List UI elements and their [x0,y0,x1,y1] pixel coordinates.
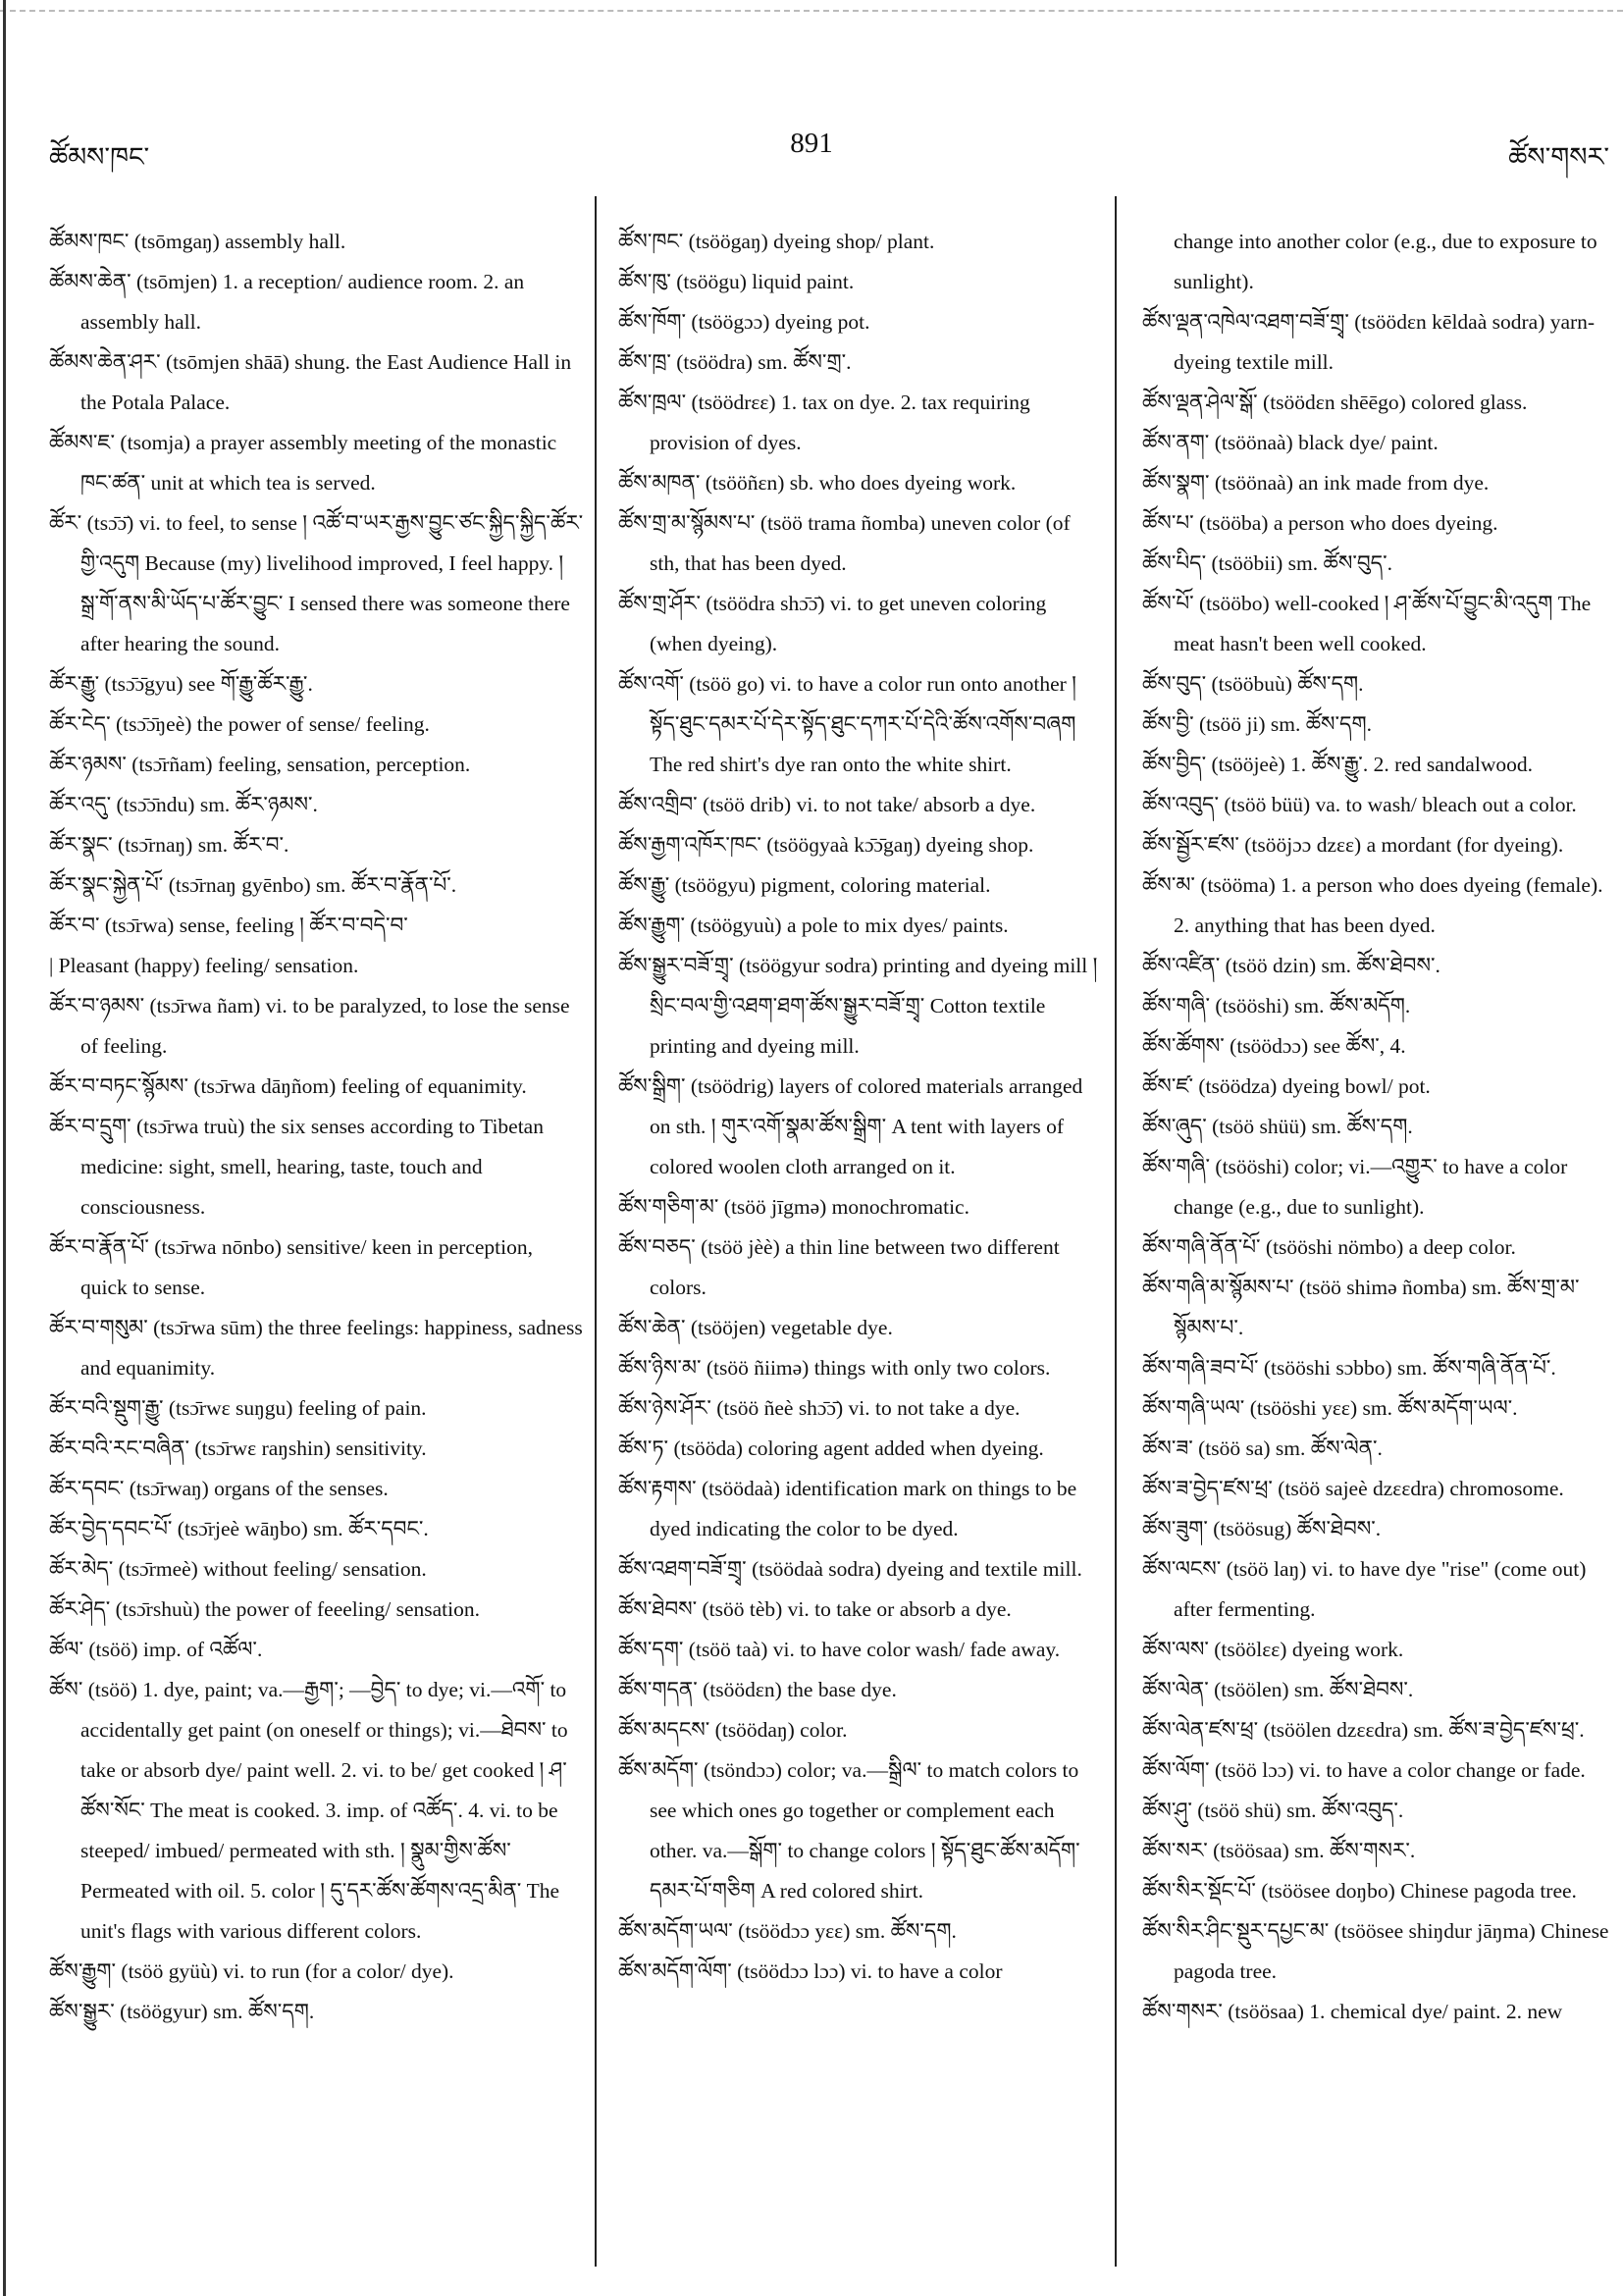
dictionary-entry: ཚོས་ཁྲ་ (tsöödra) sm. ཚོས་གྲ་. [618,350,852,374]
dictionary-entry: ཚོམས་ཆེན་ (tsōmjen) 1. a reception/ audience room. 2. an assembly hall. [49,270,525,334]
dictionary-entry: ཚོས་ལངས་ (tsöö laŋ) vi. to have dye "rise" (come out) after fermenting. [1142,1557,1587,1621]
dictionary-entry: ཚོར་བའི་རང་བཞིན་ (tsɔ̄rwɛ raŋshin) sensitivity. [49,1436,427,1460]
dictionary-entry: ཚོས་བྱི་ (tsöö ji) sm. ཚོས་དག. [1142,712,1372,736]
dictionary-entry: ཚོས་འགྲིབ་ (tsöö drib) vi. to not take/ absorb a dye. [618,793,1036,816]
dictionary-entry: ཚོས་སྒྱུར་ (tsöögyur) sm. ཚོས་དག. [49,2000,315,2023]
dictionary-entry: ཚོས་རྒྱུ་ (tsöögyu) pigment, coloring material. [618,873,991,897]
dictionary-entry: ཚོམས་ཁང་ (tsōmgaŋ) assembly hall. [49,230,346,253]
dictionary-entry: ཚོས་གཞི་ (tsööshi) color; vi.—འགྱུར་ to have a color change (e.g., due to sunlight). [1142,1155,1568,1219]
dictionary-entry: ཚོས་སྦྱོར་ཛས་ (tsööjɔɔ dzɛɛ) a mordant (for dyeing). [1142,833,1564,857]
dictionary-entry: ཚོས་པ་ (tsööba) a person who does dyeing. [1142,511,1498,535]
dictionary-entry: ཚོས་སྒྱུར་བཟོ་གྲྭ་ (tsöögyur sodra) printing and dyeing mill ། སྲིང་བལ་གྱི་འཐག་ཐག་ཚོས་སྒྱུར་བཟོ་གྲྭ་ Cotton textile printing and dyeing mill. [618,954,1098,1058]
dictionary-entry: ཚོར་སྣང་སྐྱེན་པོ་ (tsɔ̄rnaŋ gyēnbo) sm. ཚོར་བ་རྣོན་པོ་. [49,873,457,897]
column-1 [49,222,584,2032]
dictionary-entry: ཚོས་ཞུད་ (tsöö shüü) sm. ཚོས་དག. [1142,1115,1413,1138]
dictionary-entry: ཚོར་བ་བཏང་སྙོམས་ (tsɔ̄rwa dāŋñom) feeling of equanimity. [49,1074,527,1098]
dictionary-entry: ཚོས་ཟུག་ (tsöösug) ཚོས་ཐེབས་. [1142,1517,1382,1540]
dictionary-entry: ཚོས་གྲ་མ་སྙོམས་པ་ (tsöö trama ñomba) uneven color (of sth, that has been dyed. [618,511,1071,575]
dictionary-entry: change into another color (e.g., due to exposure to sunlight). [1174,230,1597,293]
dictionary-entry: ཚོར་ངེད་ (tsɔ̄ɔ̄ŋeè) the power of sense/ feeling. [49,712,430,736]
dictionary-entry: ཚོས་ (tsöö) 1. dye, paint; va.—རྒྱག་; —བྱེད་ to dye; vi.—འགོ་ to accidentally get paint (on oneself or things); vi.—ཐེབས་ to take or absorb dye/ paint well. 2. vi. to be/ get cooked ། ཤ་ཚོས་སོང་ The meat is cooked. 3. imp. of འཚོད་. 4. vi. to be steeped/ imbued/ permeated with sth. ། སྣུམ་གྱིས་ཚོས་ Permeated with oil. 5. color ། དུ་དར་ཚོས་ཚོགས་འདྲ་མིན་ The unit's flags with various different colors. [49,1678,568,1943]
dictionary-entry: ཚོར་སྣང་ (tsɔ̄rnaŋ) sm. ཚོར་བ་. [49,833,289,857]
dictionary-entry: ཚོས་གསར་ (tsöösaa) 1. chemical dye/ paint. 2. new [1142,2000,1563,2023]
dictionary-entry: ཚོས་བྱིད་ (tsööjeè) 1. ཚོས་རྒྱུ་. 2. red sandalwood. [1142,753,1533,776]
page-number: 891 [790,128,833,159]
dictionary-entry: ཚོས་ཛ་ (tsöödza) dyeing bowl/ pot. [1142,1074,1431,1098]
dictionary-entry: ཚོར་བ་ (tsɔ̄rwa) sense, feeling ། ཚོར་བ་བདེ་བ་ [49,913,408,937]
left-guide-word: ཚོམས་ཁང་ [49,142,150,172]
dictionary-entry: ཚོར་བ་དྲུག་ (tsɔ̄rwa truù) the six senses according to Tibetan medicine: sight, smell, hearing, taste, touch and consciousness. [49,1115,544,1219]
dictionary-entry: ཚོས་གཞི་ཟབ་པོ་ (tsööshi sɔbbo) sm. ཚོས་གཞི་ནོན་པོ་. [1142,1356,1556,1380]
dictionary-entry: ཚོར་ཤེད་ (tsɔ̄rshuù) the power of feeeling/ sensation. [49,1597,480,1621]
dictionary-entry: ཚོས་པོ་ (tsööbo) well-cooked ། ཤ་ཚོས་པོ་བྱུང་མི་འདུག The meat hasn't been well cooked. [1142,592,1592,655]
dictionary-entry: ཚོས་གྲ་ཤོར་ (tsöödra shɔ̄ɔ̄) vi. to get uneven coloring (when dyeing). [618,592,1047,655]
dictionary-entry: ཚོས་ཁང་ (tsöögaŋ) dyeing shop/ plant. [618,230,935,253]
dictionary-entry: ཚོས་རྒྱུག་ (tsöögyuù) a pole to mix dyes/ paints. [618,913,1009,937]
dictionary-entry: ཚོས་གཅིག་མ་ (tsöö jīgmə) monochromatic. [618,1195,969,1219]
column-3 [1142,222,1623,2032]
dictionary-entry: ཚོས་འགོ་ (tsöö go) vi. to have a color run onto another ། སྟོད་ཐུང་དམར་པོ་དེར་སྟོད་ཐུང་དཀར་པོ་དེའི་ཚོས་འགོས་བཞག The red shirt's dye ran onto the white shirt. [618,672,1076,776]
column-2 [618,222,1099,1992]
top-border-line [0,10,1623,12]
dictionary-entry: ཚོས་ཟ་ (tsöö sa) sm. ཚོས་ལེན་. [1142,1436,1383,1460]
dictionary-entry: ཚོར་ (tsɔ̄ɔ̄) vi. to feel, to sense ། འཚོ་བ་ཡར་རྒྱས་བྱུང་ཙང་སྐྱིད་སྐྱིད་ཚོར་གྱི་འདུག Because (my) livelihood improved, I feel happy. ། སྒྲ་གོ་ནས་མི་ཡོད་པ་ཚོར་བྱུང་ I sensed there was someone there after hearing the sound. [49,511,584,655]
dictionary-entry: ཚོམས་ཇ་ (tsomja) a prayer assembly meeting of the monastic ཁང་ཚན་ unit at which tea is served. [49,431,557,495]
column-divider [595,196,597,2267]
dictionary-entry: ཚོམས་ཆེན་ཤར་ (tsōmjen shāā) shung. the East Audience Hall in the Potala Palace. [49,350,572,414]
dictionary-entry: ཚོས་གཞི་ནོན་པོ་ (tsööshi nömbo) a deep color. [1142,1235,1516,1259]
dictionary-entry: ཚོས་གཞི་མ་སྙོམས་པ་ (tsöö shimə ñomba) sm. ཚོས་གྲ་མ་སྙོམས་པ་. [1142,1276,1580,1339]
dictionary-entry: ཚོས་ཐེབས་ (tsöö tèb) vi. to take or absorb a dye. [618,1597,1012,1621]
dictionary-entry: ཚོས་རྒྱུག་ (tsöö gyüù) vi. to run (for a color/ dye). [49,1959,454,1983]
dictionary-entry: ཚོས་སྒྲིག་ (tsöödrig) layers of colored materials arranged on sth. ། གུར་འགོ་སྣམ་ཚོས་སྒྲིག་ A tent with layers of colored woolen cloth arranged on it. [618,1074,1083,1178]
dictionary-entry: ཚོས་ནག་ (tsöönaà) black dye/ paint. [1142,431,1439,454]
dictionary-entry: | Pleasant (happy) feeling/ sensation. [49,954,359,977]
dictionary-entry: ཚོས་ལས་ (tsöölɛɛ) dyeing work. [1142,1638,1404,1661]
dictionary-entry: ཚོས་མདངས་ (tsöödaŋ) color. [618,1718,848,1742]
dictionary-entry: ཚོས་ཉིས་མ་ (tsöö ñiimə) things with only two colors. [618,1356,1051,1380]
dictionary-entry: ཚོས་གདན་ (tsöödɛn) the base dye. [618,1678,897,1701]
dictionary-entry: ཚོས་མཁན་ (tsööñɛn) sb. who does dyeing work. [618,471,1017,495]
dictionary-entry: ཚོས་ལོག་ (tsöö lɔɔ) vi. to have a color change or fade. [1142,1758,1586,1782]
dictionary-entry: ཚོས་བཅད་ (tsöö jèè) a thin line between two different colors. [618,1235,1060,1299]
dictionary-entry: ཚོལ་ (tsöö) imp. of འཚོལ་. [49,1638,263,1661]
column-divider [1115,196,1117,2267]
dictionary-entry: ཚོས་ཁོག་ (tsöögɔɔ) dyeing pot. [618,310,870,334]
left-border-line [3,0,6,2296]
right-guide-word: ཚོས་གསར་ [1508,142,1609,172]
dictionary-entry: ཚོར་བ་ཉམས་ (tsɔ̄rwa ñam) vi. to be paralyzed, to lose the sense of feeling. [49,994,570,1058]
dictionary-entry: ཚོས་ཆེན་ (tsööjen) vegetable dye. [618,1316,893,1339]
dictionary-entry: ཚོས་མདོག་ (tsöndɔɔ) color; va.—སྒྲིལ་ to match colors to see which ones go together or complement each other. va.—སྒོག་ to change colors ། སྟོད་ཐུང་ཚོས་མདོག་དམར་པོ་གཅིག A red colored shirt. [618,1758,1080,1903]
dictionary-entry: ཚོས་མ་ (tsööma) 1. a person who does dyeing (female). 2. anything that has been dyed. [1142,873,1603,937]
dictionary-entry: ཚོར་དབང་ (tsɔ̄rwaŋ) organs of the senses. [49,1477,389,1500]
dictionary-entry: ཚོས་ཏ་ (tsööda) coloring agent added when dyeing. [618,1436,1044,1460]
dictionary-entry: ཚོས་གཞི་ཡལ་ (tsööshi yɛɛ) sm. ཚོས་མདོག་ཡལ་. [1142,1396,1518,1420]
dictionary-entry: ཚོས་མདོག་ཡལ་ (tsöödɔɔ yɛɛ) sm. ཚོས་དག. [618,1919,957,1943]
dictionary-entry: ཚོས་ཁུ་ (tsöögu) liquid paint. [618,270,855,293]
dictionary-entry: ཚོས་དག་ (tsöö taà) vi. to have color wash/ fade away. [618,1638,1061,1661]
dictionary-entry: ཚོས་སར་ (tsöösaa) sm. ཚོས་གསར་. [1142,1839,1416,1862]
dictionary-entry: ཚོས་སྣག་ (tsöönaà) an ink made from dye. [1142,471,1490,495]
dictionary-entry: ཚོས་འབུད་ (tsöö büü) va. to wash/ bleach out a color. [1142,793,1577,816]
dictionary-entry: ཚོས་སིར་སྡོང་པོ་ (tsöösee doŋbo) Chinese pagoda tree. [1142,1879,1577,1903]
dictionary-entry: ཚོས་བུད་ (tsööbuù) ཚོས་དག. [1142,672,1364,696]
dictionary-entry: ཚོར་བྱེད་དབང་པོ་ (tsɔ̄rjeè wāŋbo) sm. ཚོར་དབང་. [49,1517,429,1540]
dictionary-entry: ཚོར་བ་གསུམ་ (tsɔ̄rwa sūm) the three feelings: happiness, sadness and equanimity. [49,1316,583,1380]
dictionary-entry: ཚོར་བའི་སྡུག་རྒྱུ་ (tsɔ̄rwɛ suŋgu) feeling of pain. [49,1396,427,1420]
dictionary-entry: ཚོས་འཛིན་ (tsöö dzin) sm. ཚོས་ཐེབས་. [1142,954,1440,977]
dictionary-entry: ཚོས་ཟ་བྱེད་ཛས་ཕྲ་ (tsöö sajeè dzɛɛdra) chromosome. [1142,1477,1564,1500]
dictionary-entry: ཚོས་ལྡན་ཤེལ་སྒོ་ (tsöödɛn shēēgo) colored glass. [1142,391,1528,414]
dictionary-entry: ཚོས་འཐག་བཟོ་གྲྭ་ (tsöödaà sodra) dyeing and textile mill. [618,1557,1082,1581]
dictionary-entry: ཚོས་པིད་ (tsööbii) sm. ཚོས་བུད་. [1142,551,1392,575]
dictionary-entry: ཚོས་ཤུ་ (tsöö shü) sm. ཚོས་འབུད་. [1142,1799,1404,1822]
dictionary-entry: ཚོས་སིར་ཤིང་སྡུར་དཔྱང་མ་ (tsöösee shiŋdur jāŋma) Chinese pagoda tree. [1142,1919,1609,1983]
dictionary-entry: ཚོར་ཉམས་ (tsɔ̄rñam) feeling, sensation, perception. [49,753,471,776]
dictionary-entry: ཚོས་གཞི་ (tsööshi) sm. ཚོས་མདོག. [1142,994,1411,1018]
dictionary-entry: ཚོར་མེད་ (tsɔ̄rmeè) without feeling/ sensation. [49,1557,427,1581]
dictionary-entry: ཚོས་རྒྱག་འཁོར་ཁང་ (tsööɡyaà kɔ̄ɔ̄gaŋ) dyeing shop. [618,833,1034,857]
dictionary-entry: ཚོས་ལྡན་འཁེལ་འཐག་བཟོ་གྲྭ་ (tsöödɛn kēldaà sodra) yarn-dyeing textile mill. [1142,310,1596,374]
dictionary-entry: ཚོར་འདུ་ (tsɔ̄ɔ̄ndu) sm. ཚོར་ཉམས་. [49,793,318,816]
dictionary-entry: ཚོར་རྒྱུ་ (tsɔ̄ɔ̄gyu) see གོ་རྒྱུ་ཚོར་རྒྱུ་. [49,672,313,696]
dictionary-entry: ཚོར་བ་རྣོན་པོ་ (tsɔ̄rwa nōnbo) sensitive/ keen in perception, quick to sense. [49,1235,533,1299]
dictionary-entry: ཚོས་ཁྲལ་ (tsöödrɛɛ) 1. tax on dye. 2. tax requiring provision of dyes. [618,391,1030,454]
dictionary-entry: ཚོས་ཉེས་ཤོར་ (tsöö ñeè shɔ̄ɔ̄) vi. to not take a dye. [618,1396,1021,1420]
dictionary-entry: ཚོས་ལེན་ (tsöölen) sm. ཚོས་ཐེབས་. [1142,1678,1414,1701]
dictionary-entry: ཚོས་མདོག་ལོག་ (tsöödɔɔ lɔɔ) vi. to have a color [618,1959,1003,1983]
dictionary-entry: ཚོས་ལེན་ཛས་ཕྲ་ (tsöölen dzɛɛdra) sm. ཚོས་ཟ་བྱེད་ཛས་ཕྲ་. [1142,1718,1585,1742]
dictionary-entry: ཚོས་ཚོགས་ (tsöödɔɔ) see ཚོས་, 4. [1142,1034,1406,1058]
dictionary-entry: ཚོས་རྟགས་ (tsöödaà) identification mark on things to be dyed indicating the color to be dyed. [618,1477,1077,1540]
